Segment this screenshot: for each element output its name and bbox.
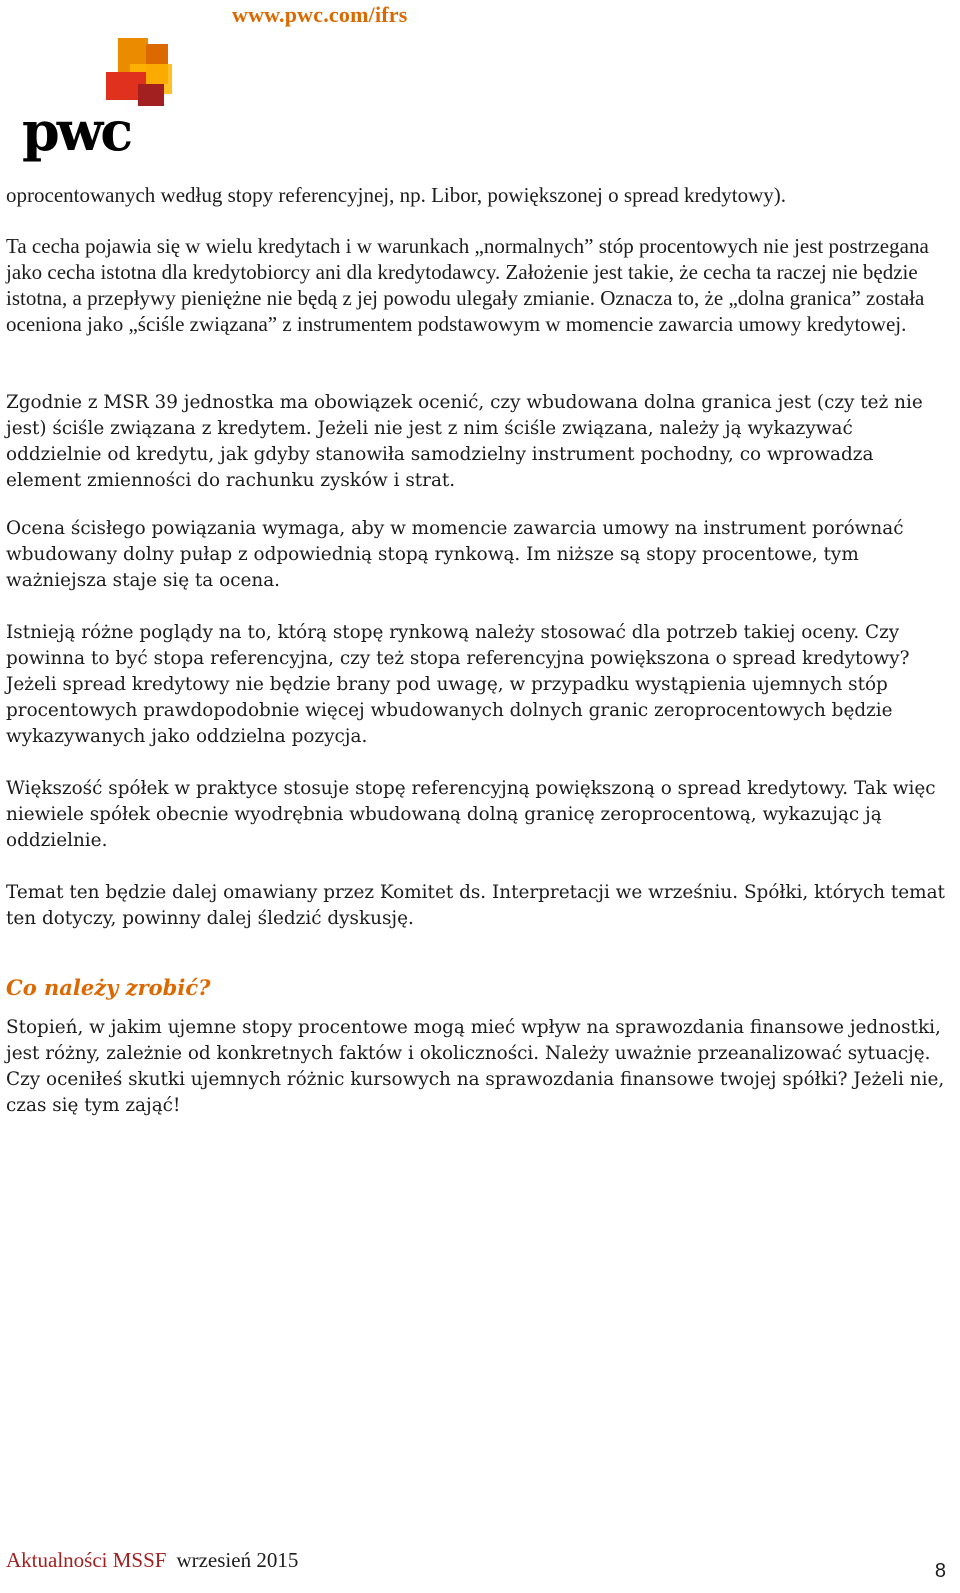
footer-title: Aktualności MSSF <box>6 1548 167 1572</box>
paragraph-6: Większość spółek w praktyce stosuje stopę referencyjną powiększoną o spread kredytowy. Tak więc niewiele spółek obecnie wyodrębnia wbudowaną dolną granicę zeroprocentową, wykazując ją oddzielnie. <box>6 778 936 851</box>
header-url[interactable]: www.pwc.com/ifrs <box>232 2 408 27</box>
section-paragraph: Stopień, w jakim ujemne stopy procentowe mogą mieć wpływ na sprawozdania finansowe jednostki, jest różny, zależnie od konkretnych faktów i okoliczności. Należy uważnie przeanalizować sytuację. Czy oceniłeś skutki ujemnych różnic kursowych na sprawozdania finansowe twojej spółki? Jeżeli nie, czas się tym zająć! <box>6 1017 945 1116</box>
pwc-logo <box>18 36 178 166</box>
paragraph-7: Temat ten będzie dalej omawiany przez Komitet ds. Interpretacji we wrześniu. Spółki, których temat ten dotyczy, powinny dalej śledzić dyskusję. <box>6 882 945 929</box>
paragraph-4: Ocena ścisłego powiązania wymaga, aby w momencie zawarcia umowy na instrument porównać wbudowany dolny pułap z odpowiednią stopą rynkową. Im niższe są stopy procentowe, tym ważniejsza staje się ta ocena. <box>6 518 904 591</box>
paragraph-1: oprocentowanych według stopy referencyjnej, np. Libor, powiększonej o spread kredytowy). <box>6 183 787 207</box>
footer-date: wrzesień 2015 <box>176 1548 299 1572</box>
footer <box>6 1548 298 1573</box>
svg-text:pwc: pwc <box>22 99 131 163</box>
paragraph-3: Zgodnie z MSR 39 jednostka ma obowiązek ocenić, czy wbudowana dolna granica jest (czy też nie jest) ściśle związana z kredytem. Jeżeli nie jest z nim ściśle związana, należy ją wykazywać oddzielnie od kredytu, jak gdyby stanowiła samodzielny instrument pochodny, co wprowadza element zmienności do rachunku zysków i strat. <box>6 392 923 491</box>
page-number: 8 <box>934 1560 946 1582</box>
pwc-logo-graphic <box>18 36 178 166</box>
paragraph-2: Ta cecha pojawia się w wielu kredytach i w warunkach „normalnych” stóp procentowych nie jest postrzegana jako cecha istotna dla kredytobiorcy ani dla kredytodawcy. Założenie jest takie, że cecha ta raczej nie będzie istotna, a przepływy pieniężne nie będą z jej powodu ulegały zmianie. Oznacza to, że „dolna granica” została oceniona jako „ściśle związana” z instrumentem podstawowym w momencie zawarcia umowy kredytowej. <box>6 234 929 336</box>
paragraph-5: Istnieją różne poglądy na to, którą stopę rynkową należy stosować dla potrzeb takiej oceny. Czy powinna to być stopa referencyjna, czy też stopa referencyjna powiększona o spread kredytowy? Jeżeli spread kredytowy nie będzie brany pod uwagę, w przypadku wystąpienia ujemnych stóp procentowych prawdopodobnie więcej wbudowanych dolnych granic zeroprocentowych będzie wykazywanych jako oddzielna pozycja. <box>6 622 910 747</box>
section-heading: Co należy zrobić? <box>6 975 211 1000</box>
